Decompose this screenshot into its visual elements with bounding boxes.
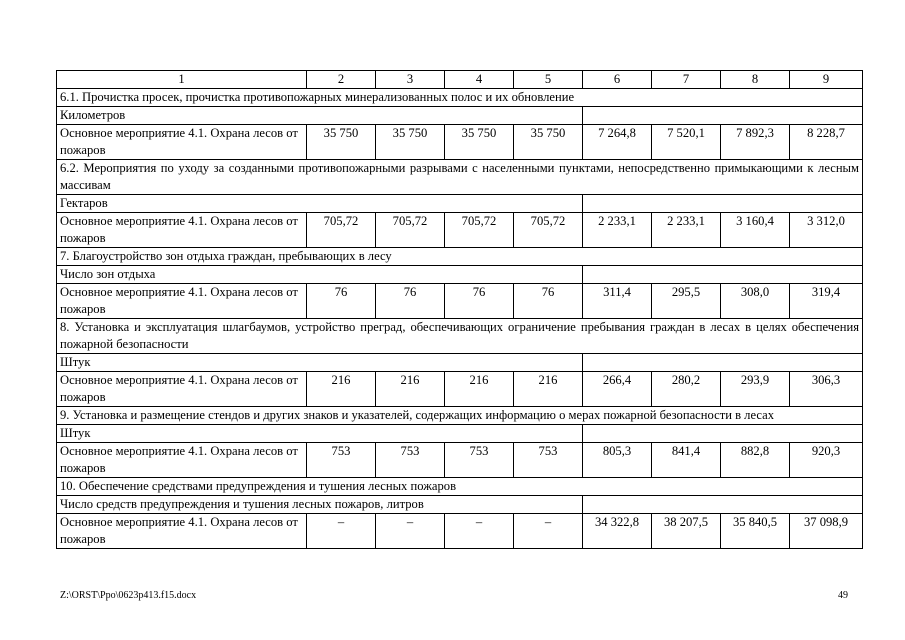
header-row	[57, 71, 863, 89]
section-title: 6.2. Мероприятия по уходу за созданными противопожарными разрывами с населенными пунктами, непосредственно примыкающими к лесным массивам	[57, 160, 863, 195]
value-cell: 319,4	[790, 284, 863, 319]
data-row	[57, 125, 863, 160]
section-title-row	[57, 478, 863, 496]
value-cell: 8 228,7	[790, 125, 863, 160]
value-cell: 35 750	[376, 125, 445, 160]
unit-row	[57, 496, 863, 514]
unit-row	[57, 266, 863, 284]
data-row	[57, 372, 863, 407]
section-title: 7. Благоустройство зон отдыха граждан, пребывающих в лесу	[57, 248, 863, 266]
value-cell: 266,4	[583, 372, 652, 407]
header-cell: 2	[307, 71, 376, 89]
unit-label: Число средств предупреждения и тушения лесных пожаров, литров	[57, 496, 583, 514]
value-cell: 805,3	[583, 443, 652, 478]
row-label: Основное мероприятие 4.1. Охрана лесов от пожаров	[57, 284, 307, 319]
value-cell: 705,72	[445, 213, 514, 248]
data-row	[57, 514, 863, 549]
value-cell: 705,72	[376, 213, 445, 248]
value-cell: 216	[307, 372, 376, 407]
value-cell: 3 312,0	[790, 213, 863, 248]
value-cell: 306,3	[790, 372, 863, 407]
value-cell: 753	[445, 443, 514, 478]
unit-row	[57, 107, 863, 125]
value-cell: 38 207,5	[652, 514, 721, 549]
unit-row	[57, 195, 863, 213]
row-label: Основное мероприятие 4.1. Охрана лесов от пожаров	[57, 443, 307, 478]
unit-empty-cell	[583, 354, 863, 372]
value-cell: 753	[307, 443, 376, 478]
section-title-row	[57, 319, 863, 354]
value-cell: 76	[307, 284, 376, 319]
unit-empty-cell	[583, 496, 863, 514]
value-cell: 3 160,4	[721, 213, 790, 248]
budget-table	[56, 70, 863, 549]
header-cell: 3	[376, 71, 445, 89]
value-cell: 280,2	[652, 372, 721, 407]
unit-empty-cell	[583, 195, 863, 213]
value-cell: 7 264,8	[583, 125, 652, 160]
value-cell: 76	[514, 284, 583, 319]
data-row	[57, 284, 863, 319]
value-cell: 35 750	[445, 125, 514, 160]
row-label: Основное мероприятие 4.1. Охрана лесов от пожаров	[57, 514, 307, 549]
value-cell: 35 750	[514, 125, 583, 160]
unit-empty-cell	[583, 107, 863, 125]
value-cell: 35 750	[307, 125, 376, 160]
value-cell: 705,72	[514, 213, 583, 248]
value-cell: 882,8	[721, 443, 790, 478]
value-cell: 37 098,9	[790, 514, 863, 549]
data-row	[57, 443, 863, 478]
value-cell: 216	[376, 372, 445, 407]
value-cell: 34 322,8	[583, 514, 652, 549]
section-title: 6.1. Прочистка просек, прочистка противопожарных минерализованных полос и их обновление	[57, 89, 863, 107]
unit-row	[57, 425, 863, 443]
unit-row	[57, 354, 863, 372]
row-label: Основное мероприятие 4.1. Охрана лесов от пожаров	[57, 372, 307, 407]
header-cell: 5	[514, 71, 583, 89]
value-cell: 753	[514, 443, 583, 478]
header-cell: 4	[445, 71, 514, 89]
unit-label: Штук	[57, 354, 583, 372]
value-cell: 35 840,5	[721, 514, 790, 549]
unit-label: Число зон отдыха	[57, 266, 583, 284]
header-cell: 8	[721, 71, 790, 89]
value-cell: 295,5	[652, 284, 721, 319]
unit-empty-cell	[583, 266, 863, 284]
unit-label: Штук	[57, 425, 583, 443]
value-cell: –	[445, 514, 514, 549]
unit-empty-cell	[583, 425, 863, 443]
footer-file-path: Z:\ORST\Ppo\0623p413.f15.docx	[60, 590, 197, 601]
value-cell: 216	[514, 372, 583, 407]
header-cell: 7	[652, 71, 721, 89]
footer-page-number: 49	[838, 590, 848, 601]
section-title-row	[57, 89, 863, 107]
section-title-row	[57, 407, 863, 425]
section-title-row	[57, 248, 863, 266]
value-cell: 705,72	[307, 213, 376, 248]
section-title-row	[57, 160, 863, 195]
value-cell: –	[307, 514, 376, 549]
value-cell: 76	[445, 284, 514, 319]
data-row	[57, 213, 863, 248]
value-cell: 2 233,1	[583, 213, 652, 248]
header-cell: 6	[583, 71, 652, 89]
value-cell: 76	[376, 284, 445, 319]
unit-label: Километров	[57, 107, 583, 125]
section-title: 8. Установка и эксплуатация шлагбаумов, устройство преград, обеспечивающих ограничение пребывания граждан в лесах в целях обеспечения пожарной безопасности	[57, 319, 863, 354]
value-cell: 920,3	[790, 443, 863, 478]
value-cell: 753	[376, 443, 445, 478]
value-cell: 308,0	[721, 284, 790, 319]
value-cell: –	[376, 514, 445, 549]
value-cell: 7 520,1	[652, 125, 721, 160]
row-label: Основное мероприятие 4.1. Охрана лесов от пожаров	[57, 125, 307, 160]
value-cell: 293,9	[721, 372, 790, 407]
section-title: 9. Установка и размещение стендов и других знаков и указателей, содержащих информацию о мерах пожарной безопасности в лесах	[57, 407, 863, 425]
unit-label: Гектаров	[57, 195, 583, 213]
value-cell: 311,4	[583, 284, 652, 319]
section-title: 10. Обеспечение средствами предупреждения и тушения лесных пожаров	[57, 478, 863, 496]
value-cell: 841,4	[652, 443, 721, 478]
header-cell: 9	[790, 71, 863, 89]
value-cell: 2 233,1	[652, 213, 721, 248]
header-cell: 1	[57, 71, 307, 89]
row-label: Основное мероприятие 4.1. Охрана лесов от пожаров	[57, 213, 307, 248]
value-cell: 216	[445, 372, 514, 407]
value-cell: 7 892,3	[721, 125, 790, 160]
value-cell: –	[514, 514, 583, 549]
